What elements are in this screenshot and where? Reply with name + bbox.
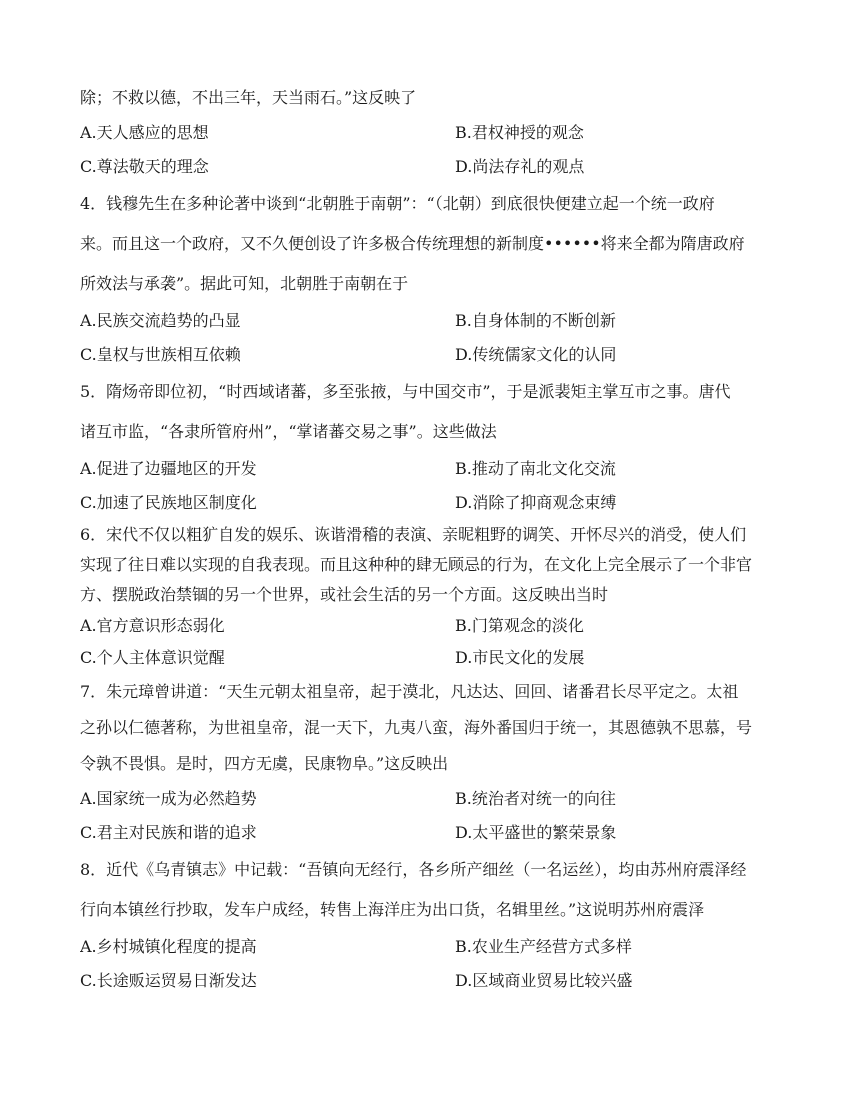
- option-b: B.自身体制的不断创新: [455, 311, 616, 330]
- options-grid: [80, 930, 780, 998]
- options-grid: [80, 452, 780, 520]
- question-stem-line: 来。而且这一个政府，又不久便创设了许多极合传统理想的新制度••••••将来全都为隋唐政府: [80, 234, 745, 253]
- question-stem-line: 方、摆脱政治禁锢的另一个世界，或社会生活的另一个方面。这反映出当时: [80, 585, 609, 604]
- option-a: A.民族交流趋势的凸显: [80, 311, 241, 330]
- option-c: C.加速了民族地区制度化: [80, 493, 257, 512]
- option-b: B.农业生产经营方式多样: [455, 937, 632, 956]
- question-stem-line: 之孙以仁德著称，为世祖皇帝，混一天下，九夷八蛮，海外番国归于统一，其恩德孰不思慕，号: [80, 718, 753, 737]
- question-5: [80, 372, 780, 520]
- option-b: B.统治者对统一的向往: [455, 789, 616, 808]
- question-7: [80, 674, 780, 850]
- question-stem-line: 7．朱元璋曾讲道：“天生元朝太祖皇帝，起于漠北，凡达达、回回、诸番君长尽平定之。太祖: [80, 682, 739, 701]
- option-d: D.消除了抑商观念束缚: [455, 493, 617, 512]
- question-stem-line: 除；不救以德，不出三年，天当雨石。”这反映了: [80, 88, 417, 107]
- question-stem-line: 5．隋炀帝即位初，“时西域诸蕃，多至张掖，与中国交市”，于是派裴矩主掌互市之事。唐代: [80, 382, 731, 401]
- question-stem-line: 行向本镇丝行抄取，发车户成经，转售上海洋庄为出口货，名辑里丝。”这说明苏州府震泽: [80, 900, 705, 919]
- option-d: D.区域商业贸易比较兴盛: [455, 971, 633, 990]
- option-b: B.推动了南北文化交流: [455, 459, 616, 478]
- question-3: [80, 80, 780, 184]
- option-b: B.君权神授的观念: [455, 123, 584, 142]
- option-d: D.太平盛世的繁荣景象: [455, 823, 617, 842]
- question-stem-line: 令孰不畏惧。是时，四方无虞，民康物阜。”这反映出: [80, 754, 449, 773]
- question-stem-line: 6．宋代不仅以粗犷自发的娱乐、诙谐滑稽的表演、亲昵粗野的调笑、开怀尽兴的消受，使人们: [80, 525, 747, 544]
- option-c: C.尊法敬天的理念: [80, 157, 209, 176]
- question-4: [80, 184, 780, 372]
- option-c: C.个人主体意识觉醒: [80, 648, 225, 667]
- question-stem-line: 4．钱穆先生在多种论著中谈到“北朝胜于南朝”：“（北朝）到底很快便建立起一个统一政府: [80, 194, 715, 213]
- question-stem-line: 诸互市监，“各隶所管府州”，“掌诸蕃交易之事”。这些做法: [80, 422, 497, 441]
- option-a: A.官方意识形态弱化: [80, 616, 225, 635]
- options-grid: [80, 116, 780, 184]
- option-a: A.国家统一成为必然趋势: [80, 789, 257, 808]
- question-8: [80, 850, 780, 998]
- options-grid: [80, 304, 780, 372]
- options-grid: [80, 610, 780, 674]
- options-grid: [80, 782, 780, 850]
- option-c: C.皇权与世族相互依赖: [80, 345, 241, 364]
- option-d: D.市民文化的发展: [455, 648, 585, 667]
- option-a: A.天人感应的思想: [80, 123, 209, 142]
- question-6: [80, 520, 780, 674]
- question-stem-line: 所效法与承袭”。据此可知，北朝胜于南朝在于: [80, 274, 409, 293]
- question-stem-line: 8．近代《乌青镇志》中记载：“吾镇向无经行，各乡所产细丝（一名运丝），均由苏州府震泽经: [80, 860, 747, 879]
- option-b: B.门第观念的淡化: [455, 616, 584, 635]
- option-a: A.乡村城镇化程度的提高: [80, 937, 257, 956]
- option-a: A.促进了边疆地区的开发: [80, 459, 257, 478]
- question-stem-line: 实现了往日难以实现的自我表现。而且这种种的肆无顾忌的行为，在文化上完全展示了一个非官: [80, 555, 753, 574]
- option-c: C.君主对民族和谐的追求: [80, 823, 257, 842]
- option-d: D.尚法存礼的观点: [455, 157, 585, 176]
- option-c: C.长途贩运贸易日渐发达: [80, 971, 257, 990]
- exam-page: [80, 80, 780, 998]
- option-d: D.传统儒家文化的认同: [455, 345, 617, 364]
